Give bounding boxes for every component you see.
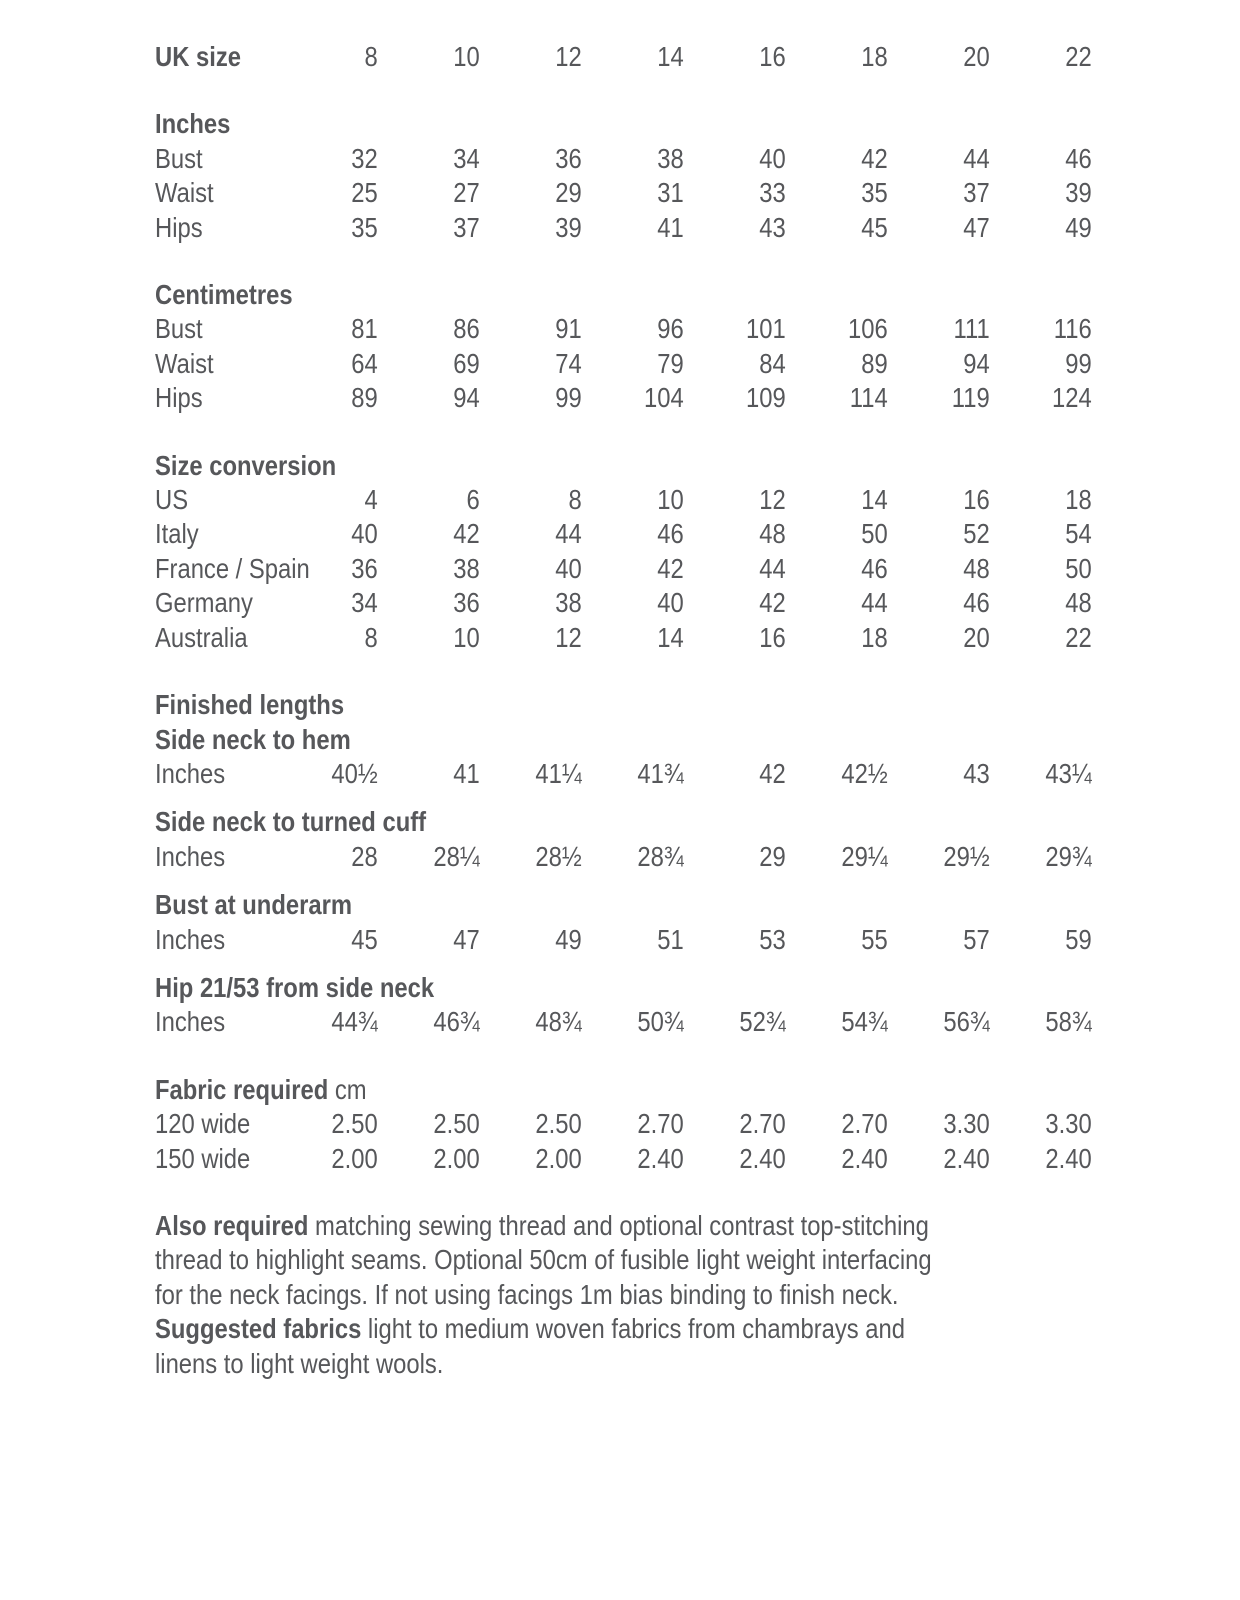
size-value: 38 xyxy=(555,587,582,619)
size-value: 50 xyxy=(1065,552,1092,584)
size-value: 34 xyxy=(453,142,480,174)
size-value: 2.50 xyxy=(331,1108,378,1140)
table-row xyxy=(155,586,1240,620)
size-value: 28¼ xyxy=(433,840,480,872)
row-label: 150 wide xyxy=(155,1142,251,1174)
size-value: 40 xyxy=(657,587,684,619)
size-value: 47 xyxy=(963,211,990,243)
size-value: 31 xyxy=(657,177,684,209)
size-value: 41 xyxy=(657,211,684,243)
table-row xyxy=(155,312,1240,346)
size-value: 64 xyxy=(351,347,378,379)
size-value: 18 xyxy=(861,621,888,653)
size-value: 42 xyxy=(657,552,684,584)
table-header-row xyxy=(155,40,1240,74)
size-value: 12 xyxy=(759,484,786,516)
size-value: 55 xyxy=(861,923,888,955)
table-row xyxy=(155,211,1240,245)
size-value: 114 xyxy=(849,382,888,414)
size-chart-page xyxy=(155,40,1240,1381)
note-line xyxy=(155,1209,1240,1243)
size-value: 25 xyxy=(351,177,378,209)
header-size-value: 20 xyxy=(963,41,990,72)
table-row xyxy=(155,517,1240,551)
size-value: 48 xyxy=(759,518,786,550)
size-value: 28 xyxy=(351,840,378,872)
section-heading xyxy=(155,278,1240,312)
size-value: 35 xyxy=(351,211,378,243)
size-value: 38 xyxy=(657,142,684,174)
size-value: 81 xyxy=(351,313,378,345)
table-row xyxy=(155,483,1240,517)
size-value: 29 xyxy=(555,177,582,209)
size-value: 37 xyxy=(453,211,480,243)
size-value: 53 xyxy=(759,923,786,955)
size-value: 46¾ xyxy=(433,1006,480,1038)
size-value: 2.70 xyxy=(739,1108,786,1140)
size-value: 12 xyxy=(555,621,582,653)
section-heading xyxy=(155,1073,1240,1107)
size-value: 40 xyxy=(759,142,786,174)
size-value: 94 xyxy=(963,347,990,379)
size-value: 54 xyxy=(1065,518,1092,550)
size-value: 46 xyxy=(1065,142,1092,174)
size-value: 42 xyxy=(759,587,786,619)
size-value: 89 xyxy=(861,347,888,379)
table-block xyxy=(155,1073,1240,1176)
table-row xyxy=(155,923,1240,957)
size-value: 86 xyxy=(453,313,480,345)
size-value: 45 xyxy=(351,923,378,955)
size-value: 96 xyxy=(657,313,684,345)
size-value: 2.40 xyxy=(841,1142,888,1174)
note-line xyxy=(155,1243,1240,1277)
size-value: 54¾ xyxy=(841,1006,888,1038)
size-value: 84 xyxy=(759,347,786,379)
row-label: Waist xyxy=(155,347,214,379)
table-row xyxy=(155,381,1240,415)
size-value: 4 xyxy=(364,484,378,516)
row-label: Hips xyxy=(155,382,203,414)
size-value: 39 xyxy=(555,211,582,243)
size-value: 14 xyxy=(861,484,888,516)
row-label: Australia xyxy=(155,621,248,653)
table-block xyxy=(155,278,1240,416)
size-value: 42 xyxy=(759,757,786,789)
size-value: 44 xyxy=(861,587,888,619)
size-value: 50 xyxy=(861,518,888,550)
size-value: 42½ xyxy=(841,757,888,789)
size-value: 94 xyxy=(453,382,480,414)
row-label: 120 wide xyxy=(155,1108,251,1140)
note-line xyxy=(155,1278,1240,1312)
size-value: 52 xyxy=(963,518,990,550)
size-value: 28¾ xyxy=(637,840,684,872)
row-label: Inches xyxy=(155,757,226,789)
size-value: 36 xyxy=(453,587,480,619)
table-row xyxy=(155,1107,1240,1141)
size-value: 111 xyxy=(953,313,990,345)
row-label: Inches xyxy=(155,840,226,872)
section-heading xyxy=(155,449,1240,483)
header-uk-size-label: UK size xyxy=(155,41,241,72)
row-label: Inches xyxy=(155,923,226,955)
table-row xyxy=(155,757,1240,791)
size-value: 41¾ xyxy=(637,757,684,789)
size-value: 2.70 xyxy=(841,1108,888,1140)
size-value: 27 xyxy=(453,177,480,209)
heading-segment: Size conversion xyxy=(155,449,337,481)
size-value: 48 xyxy=(1065,587,1092,619)
size-value: 28½ xyxy=(535,840,582,872)
table-row xyxy=(155,840,1240,874)
size-value: 49 xyxy=(1065,211,1092,243)
section-heading xyxy=(155,805,1240,839)
size-value: 57 xyxy=(963,923,990,955)
table-row xyxy=(155,621,1240,655)
size-value: 79 xyxy=(657,347,684,379)
table-row xyxy=(155,142,1240,176)
size-value: 29 xyxy=(759,840,786,872)
size-value: 2.00 xyxy=(331,1142,378,1174)
row-label: Hips xyxy=(155,211,203,243)
size-value: 2.00 xyxy=(535,1142,582,1174)
size-value: 29½ xyxy=(943,840,990,872)
header-size-value: 12 xyxy=(555,41,582,72)
size-value: 49 xyxy=(555,923,582,955)
heading-segment: Bust at underarm xyxy=(155,889,353,921)
size-value: 43 xyxy=(759,211,786,243)
table-block xyxy=(155,688,1240,791)
table-blocks xyxy=(155,107,1240,1176)
table-block xyxy=(155,971,1240,1040)
size-value: 48 xyxy=(963,552,990,584)
section-heading xyxy=(155,688,1240,722)
note-segment: thread to highlight seams. Optional 50cm of fusible light weight interfacing xyxy=(155,1244,932,1276)
note-segment: Suggested fabrics xyxy=(155,1313,362,1345)
size-value: 59 xyxy=(1065,923,1092,955)
table-row xyxy=(155,347,1240,381)
size-value: 2.40 xyxy=(739,1142,786,1174)
table-row xyxy=(155,1142,1240,1176)
size-value: 40 xyxy=(555,552,582,584)
row-label: US xyxy=(155,484,189,516)
size-value: 69 xyxy=(453,347,480,379)
size-value: 10 xyxy=(453,621,480,653)
size-value: 99 xyxy=(1065,347,1092,379)
size-value: 109 xyxy=(745,382,786,414)
size-value: 42 xyxy=(453,518,480,550)
notes-paragraph xyxy=(155,1209,1240,1381)
section-heading xyxy=(155,107,1240,141)
size-value: 46 xyxy=(963,587,990,619)
size-value: 2.40 xyxy=(637,1142,684,1174)
size-value: 2.40 xyxy=(943,1142,990,1174)
size-value: 2.50 xyxy=(433,1108,480,1140)
size-value: 56¾ xyxy=(943,1006,990,1038)
table-row xyxy=(155,176,1240,210)
size-value: 8 xyxy=(568,484,582,516)
row-label: Bust xyxy=(155,313,203,345)
size-value: 104 xyxy=(643,382,684,414)
size-value: 44 xyxy=(555,518,582,550)
section-heading xyxy=(155,723,1240,757)
table-row xyxy=(155,1005,1240,1039)
size-value: 48¾ xyxy=(535,1006,582,1038)
table-block xyxy=(155,805,1240,874)
size-value: 38 xyxy=(453,552,480,584)
size-value: 99 xyxy=(555,382,582,414)
size-value: 40 xyxy=(351,518,378,550)
size-value: 52¾ xyxy=(739,1006,786,1038)
header-size-value: 22 xyxy=(1065,41,1092,72)
size-value: 44 xyxy=(759,552,786,584)
size-value: 36 xyxy=(555,142,582,174)
size-value: 33 xyxy=(759,177,786,209)
size-value: 37 xyxy=(963,177,990,209)
header-size-value: 8 xyxy=(364,41,378,72)
size-value: 43 xyxy=(963,757,990,789)
size-value: 16 xyxy=(759,621,786,653)
row-label: Germany xyxy=(155,587,253,619)
size-value: 22 xyxy=(1065,621,1092,653)
note-line xyxy=(155,1312,1240,1346)
header-size-value: 14 xyxy=(657,41,684,72)
size-value: 18 xyxy=(1065,484,1092,516)
heading-segment: Inches xyxy=(155,108,231,140)
table-block xyxy=(155,449,1240,655)
size-value: 50¾ xyxy=(637,1006,684,1038)
size-value: 42 xyxy=(861,142,888,174)
size-value: 47 xyxy=(453,923,480,955)
size-value: 2.00 xyxy=(433,1142,480,1174)
row-label: Inches xyxy=(155,1006,226,1038)
size-value: 16 xyxy=(963,484,990,516)
heading-segment: Fabric required xyxy=(155,1073,329,1105)
size-value: 2.40 xyxy=(1045,1142,1092,1174)
row-label: France / Spain xyxy=(155,552,310,584)
size-value: 36 xyxy=(351,552,378,584)
note-segment: for the neck facings. If not using facings 1m bias binding to finish neck. xyxy=(155,1278,899,1310)
size-value: 41 xyxy=(453,757,480,789)
size-value: 91 xyxy=(555,313,582,345)
table-block xyxy=(155,107,1240,245)
note-segment: matching sewing thread and optional contrast top-stitching xyxy=(308,1209,929,1241)
heading-segment: Finished lengths xyxy=(155,689,345,721)
size-value: 101 xyxy=(745,313,786,345)
size-value: 116 xyxy=(1053,313,1092,345)
size-value: 44¾ xyxy=(331,1006,378,1038)
heading-segment: Hip 21/53 from side neck xyxy=(155,971,435,1003)
size-value: 45 xyxy=(861,211,888,243)
size-value: 34 xyxy=(351,587,378,619)
note-segment: Also required xyxy=(155,1209,309,1241)
size-value: 39 xyxy=(1065,177,1092,209)
row-label: Italy xyxy=(155,518,199,550)
heading-segment: cm xyxy=(328,1073,367,1105)
size-value: 35 xyxy=(861,177,888,209)
note-segment: light to medium woven fabrics from chambrays and xyxy=(361,1313,905,1345)
size-value: 3.30 xyxy=(1045,1108,1092,1140)
size-value: 6 xyxy=(466,484,480,516)
table-block xyxy=(155,888,1240,957)
size-value: 74 xyxy=(555,347,582,379)
size-value: 46 xyxy=(657,518,684,550)
size-value: 29¾ xyxy=(1045,840,1092,872)
size-value: 46 xyxy=(861,552,888,584)
header-size-value: 18 xyxy=(861,41,888,72)
note-line xyxy=(155,1347,1240,1381)
size-value: 29¼ xyxy=(841,840,888,872)
header-size-value: 16 xyxy=(759,41,786,72)
size-value: 3.30 xyxy=(943,1108,990,1140)
size-value: 20 xyxy=(963,621,990,653)
size-value: 2.50 xyxy=(535,1108,582,1140)
heading-segment: Side neck to turned cuff xyxy=(155,806,427,838)
size-value: 44 xyxy=(963,142,990,174)
size-value: 10 xyxy=(657,484,684,516)
size-value: 2.70 xyxy=(637,1108,684,1140)
heading-segment: Side neck to hem xyxy=(155,723,351,755)
size-value: 40½ xyxy=(331,757,378,789)
header-size-value: 10 xyxy=(453,41,480,72)
row-label: Bust xyxy=(155,142,203,174)
size-value: 58¾ xyxy=(1045,1006,1092,1038)
row-label: Waist xyxy=(155,177,214,209)
size-value: 14 xyxy=(657,621,684,653)
size-value: 41¼ xyxy=(535,757,582,789)
table-row xyxy=(155,552,1240,586)
size-value: 89 xyxy=(351,382,378,414)
size-value: 106 xyxy=(847,313,888,345)
section-heading xyxy=(155,971,1240,1005)
section-heading xyxy=(155,888,1240,922)
size-value: 119 xyxy=(951,382,990,414)
size-value: 32 xyxy=(351,142,378,174)
heading-segment: Centimetres xyxy=(155,279,293,311)
size-value: 43¼ xyxy=(1045,757,1092,789)
size-value: 124 xyxy=(1051,382,1092,414)
note-segment: linens to light weight wools. xyxy=(155,1347,444,1379)
size-value: 51 xyxy=(657,923,684,955)
size-value: 8 xyxy=(364,621,378,653)
